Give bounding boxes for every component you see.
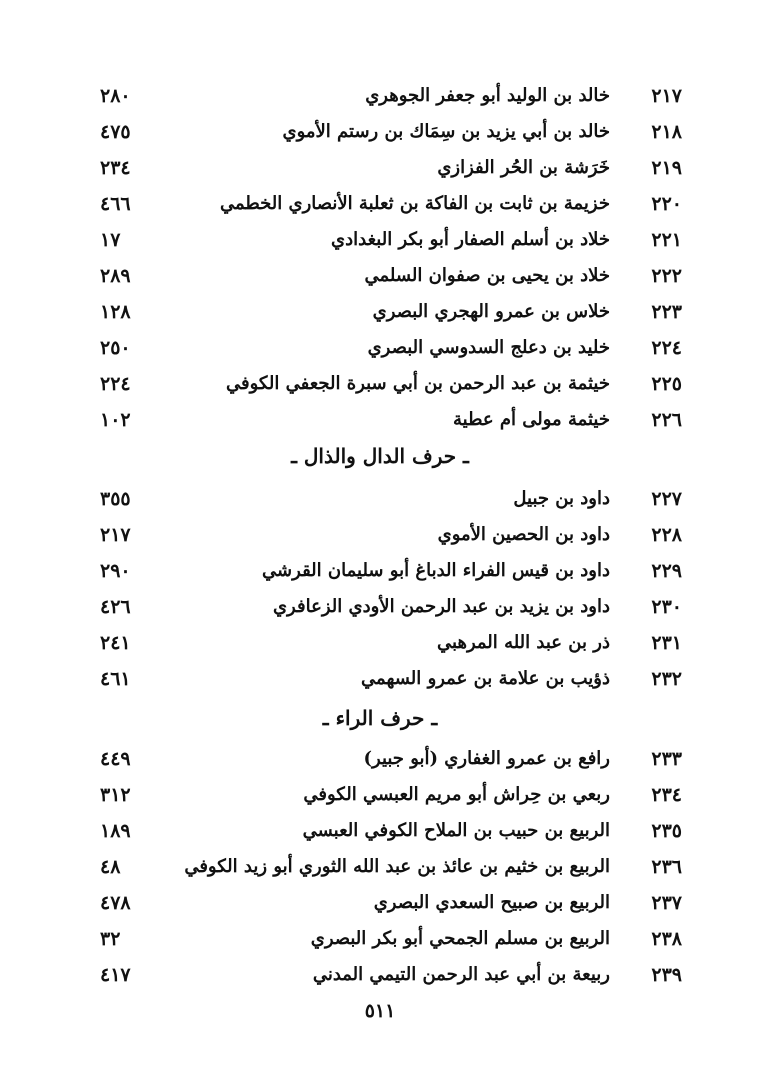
index-entry (100, 885, 690, 921)
entry-name: خيثمة مولى أم عطية (452, 409, 610, 430)
index-entry (100, 777, 690, 813)
index-entry (100, 258, 690, 294)
entry-name: الربيع بن مسلم الجمحي أبو بكر البصري (310, 928, 610, 949)
entry-page-ref: ٤٧٥ (100, 121, 131, 143)
entry-page-ref: ٢٥٠ (100, 337, 131, 359)
entry-number: ٢٢٢ (651, 265, 682, 287)
entry-page-ref: ١٨٩ (100, 820, 131, 842)
entry-name: ذؤيب بن علامة بن عمرو السهمي (361, 668, 610, 689)
entry-number: ٢٢٤ (651, 337, 682, 359)
entry-name: داود بن جبيل (513, 488, 610, 509)
entry-page-ref: ٤٤٩ (100, 748, 131, 770)
entry-number: ٢٢١ (651, 229, 682, 251)
entry-number: ٢١٧ (651, 85, 682, 107)
entry-number: ٢٣٩ (651, 964, 682, 986)
entry-page-ref: ٢١٧ (100, 524, 131, 546)
index-entry (100, 849, 690, 885)
page-number: ٥١١ (364, 1000, 396, 1022)
entry-number: ٢٣٨ (651, 928, 682, 950)
index-entry (100, 517, 690, 553)
entry-page-ref: ٢٤١ (100, 632, 131, 654)
entry-page-ref: ٢٨٠ (100, 85, 131, 107)
entry-number: ٢٣٢ (651, 668, 682, 690)
entry-page-ref: ٢٨٩ (100, 265, 131, 287)
entry-page-ref: ٤٧٨ (100, 892, 131, 914)
entry-page-ref: ٤١٧ (100, 964, 131, 986)
entry-page-ref: ٤٦١ (100, 668, 131, 690)
index-entry (100, 553, 690, 589)
entry-page-ref: ١٧ (100, 229, 121, 251)
entry-page-ref: ٢٩٠ (100, 560, 131, 582)
entry-number: ٢٢٧ (651, 488, 682, 510)
entry-number: ٢٢٨ (651, 524, 682, 546)
entry-page-ref: ٤٦٦ (100, 193, 131, 215)
entry-name: داود بن يزيد بن عبد الرحمن الأودي الزعافري (272, 596, 610, 617)
index-entry (100, 921, 690, 957)
entry-number: ٢٣٦ (651, 856, 682, 878)
entry-name: رافع بن عمرو الغفاري (أبو جبير) (363, 748, 610, 769)
entry-page-ref: ٣٥٥ (100, 488, 131, 510)
entry-page-ref: ٤٨ (100, 856, 121, 878)
section-heading-dal-dhal: ـ حرف الدال والذال ـ (291, 444, 469, 468)
entry-page-ref: ٢٣٤ (100, 157, 131, 179)
entry-page-ref: ١٠٢ (100, 409, 131, 431)
entry-page-ref: ١٢٨ (100, 301, 131, 323)
entry-number: ٢٢٥ (651, 373, 682, 395)
entry-name: خلاد بن أسلم الصفار أبو بكر البغدادي (331, 229, 610, 250)
entry-number: ٢١٩ (651, 157, 682, 179)
entry-name: خالد بن أبي يزيد بن سِمَاك بن رستم الأموي (282, 121, 610, 142)
entry-page-ref: ٤٢٦ (100, 596, 131, 618)
entry-name: الربيع بن خثيم بن عائذ بن عبد الله الثوري أبو زيد الكوفي (184, 856, 610, 877)
entry-name: خزيمة بن ثابت بن الفاكة بن ثعلبة الأنصاري الخطمي (219, 193, 610, 214)
entry-number: ٢٣٥ (651, 820, 682, 842)
entry-number: ٢٣٤ (651, 784, 682, 806)
entry-page-ref: ٢٢٤ (100, 373, 131, 395)
entry-number: ٢٣٧ (651, 892, 682, 914)
entry-name: خلاس بن عمرو الهجري البصري (372, 301, 610, 322)
index-entry (100, 741, 690, 777)
entry-name: خلاد بن يحيى بن صفوان السلمي (364, 265, 610, 286)
entry-name: الربيع بن حبيب بن الملاح الكوفي العبسي (302, 820, 610, 841)
entry-name: داود بن قيس الفراء الدباغ أبو سليمان القرشي (262, 560, 610, 581)
index-entry (100, 589, 690, 625)
index-entry (100, 222, 690, 258)
entry-number: ٢١٨ (651, 121, 682, 143)
index-entry (100, 294, 690, 330)
entry-page-ref: ٣١٢ (100, 784, 131, 806)
section-heading-ra: ـ حرف الراء ـ (322, 706, 438, 730)
index-entry (100, 402, 690, 438)
index-entry (100, 150, 690, 186)
index-entry (100, 330, 690, 366)
index-entry (100, 366, 690, 402)
index-entry (100, 78, 690, 114)
entry-number: ٢٢٦ (651, 409, 682, 431)
entry-number: ٢٢٩ (651, 560, 682, 582)
entry-name: خالد بن الوليد أبو جعفر الجوهري (365, 85, 610, 106)
entry-number: ٢٢٠ (651, 193, 682, 215)
index-entry (100, 813, 690, 849)
entry-page-ref: ٣٢ (100, 928, 121, 950)
entry-number: ٢٣٠ (651, 596, 682, 618)
entry-number: ٢٣٣ (651, 748, 682, 770)
entry-name: خليد بن دعلج السدوسي البصري (367, 337, 610, 358)
index-entry (100, 114, 690, 150)
entry-name: خَرَشة بن الحُر الفزازي (437, 157, 610, 178)
entry-name: داود بن الحصين الأموي (437, 524, 610, 545)
entry-name: ربعي بن حِراش أبو مريم العبسي الكوفي (303, 784, 610, 805)
entry-number: ٢٣١ (651, 632, 682, 654)
index-entry (100, 625, 690, 661)
entry-name: ربيعة بن أبي عبد الرحمن التيمي المدني (312, 964, 610, 985)
entry-number: ٢٢٣ (651, 301, 682, 323)
index-entry (100, 661, 690, 697)
index-entry (100, 186, 690, 222)
entry-name: الربيع بن صبيح السعدي البصري (373, 892, 610, 913)
entry-name: ذر بن عبد الله المرهبي (437, 632, 610, 653)
entry-name: خيثمة بن عبد الرحمن بن أبي سبرة الجعفي الكوفي (226, 373, 610, 394)
index-entry (100, 957, 690, 993)
index-entry (100, 481, 690, 517)
